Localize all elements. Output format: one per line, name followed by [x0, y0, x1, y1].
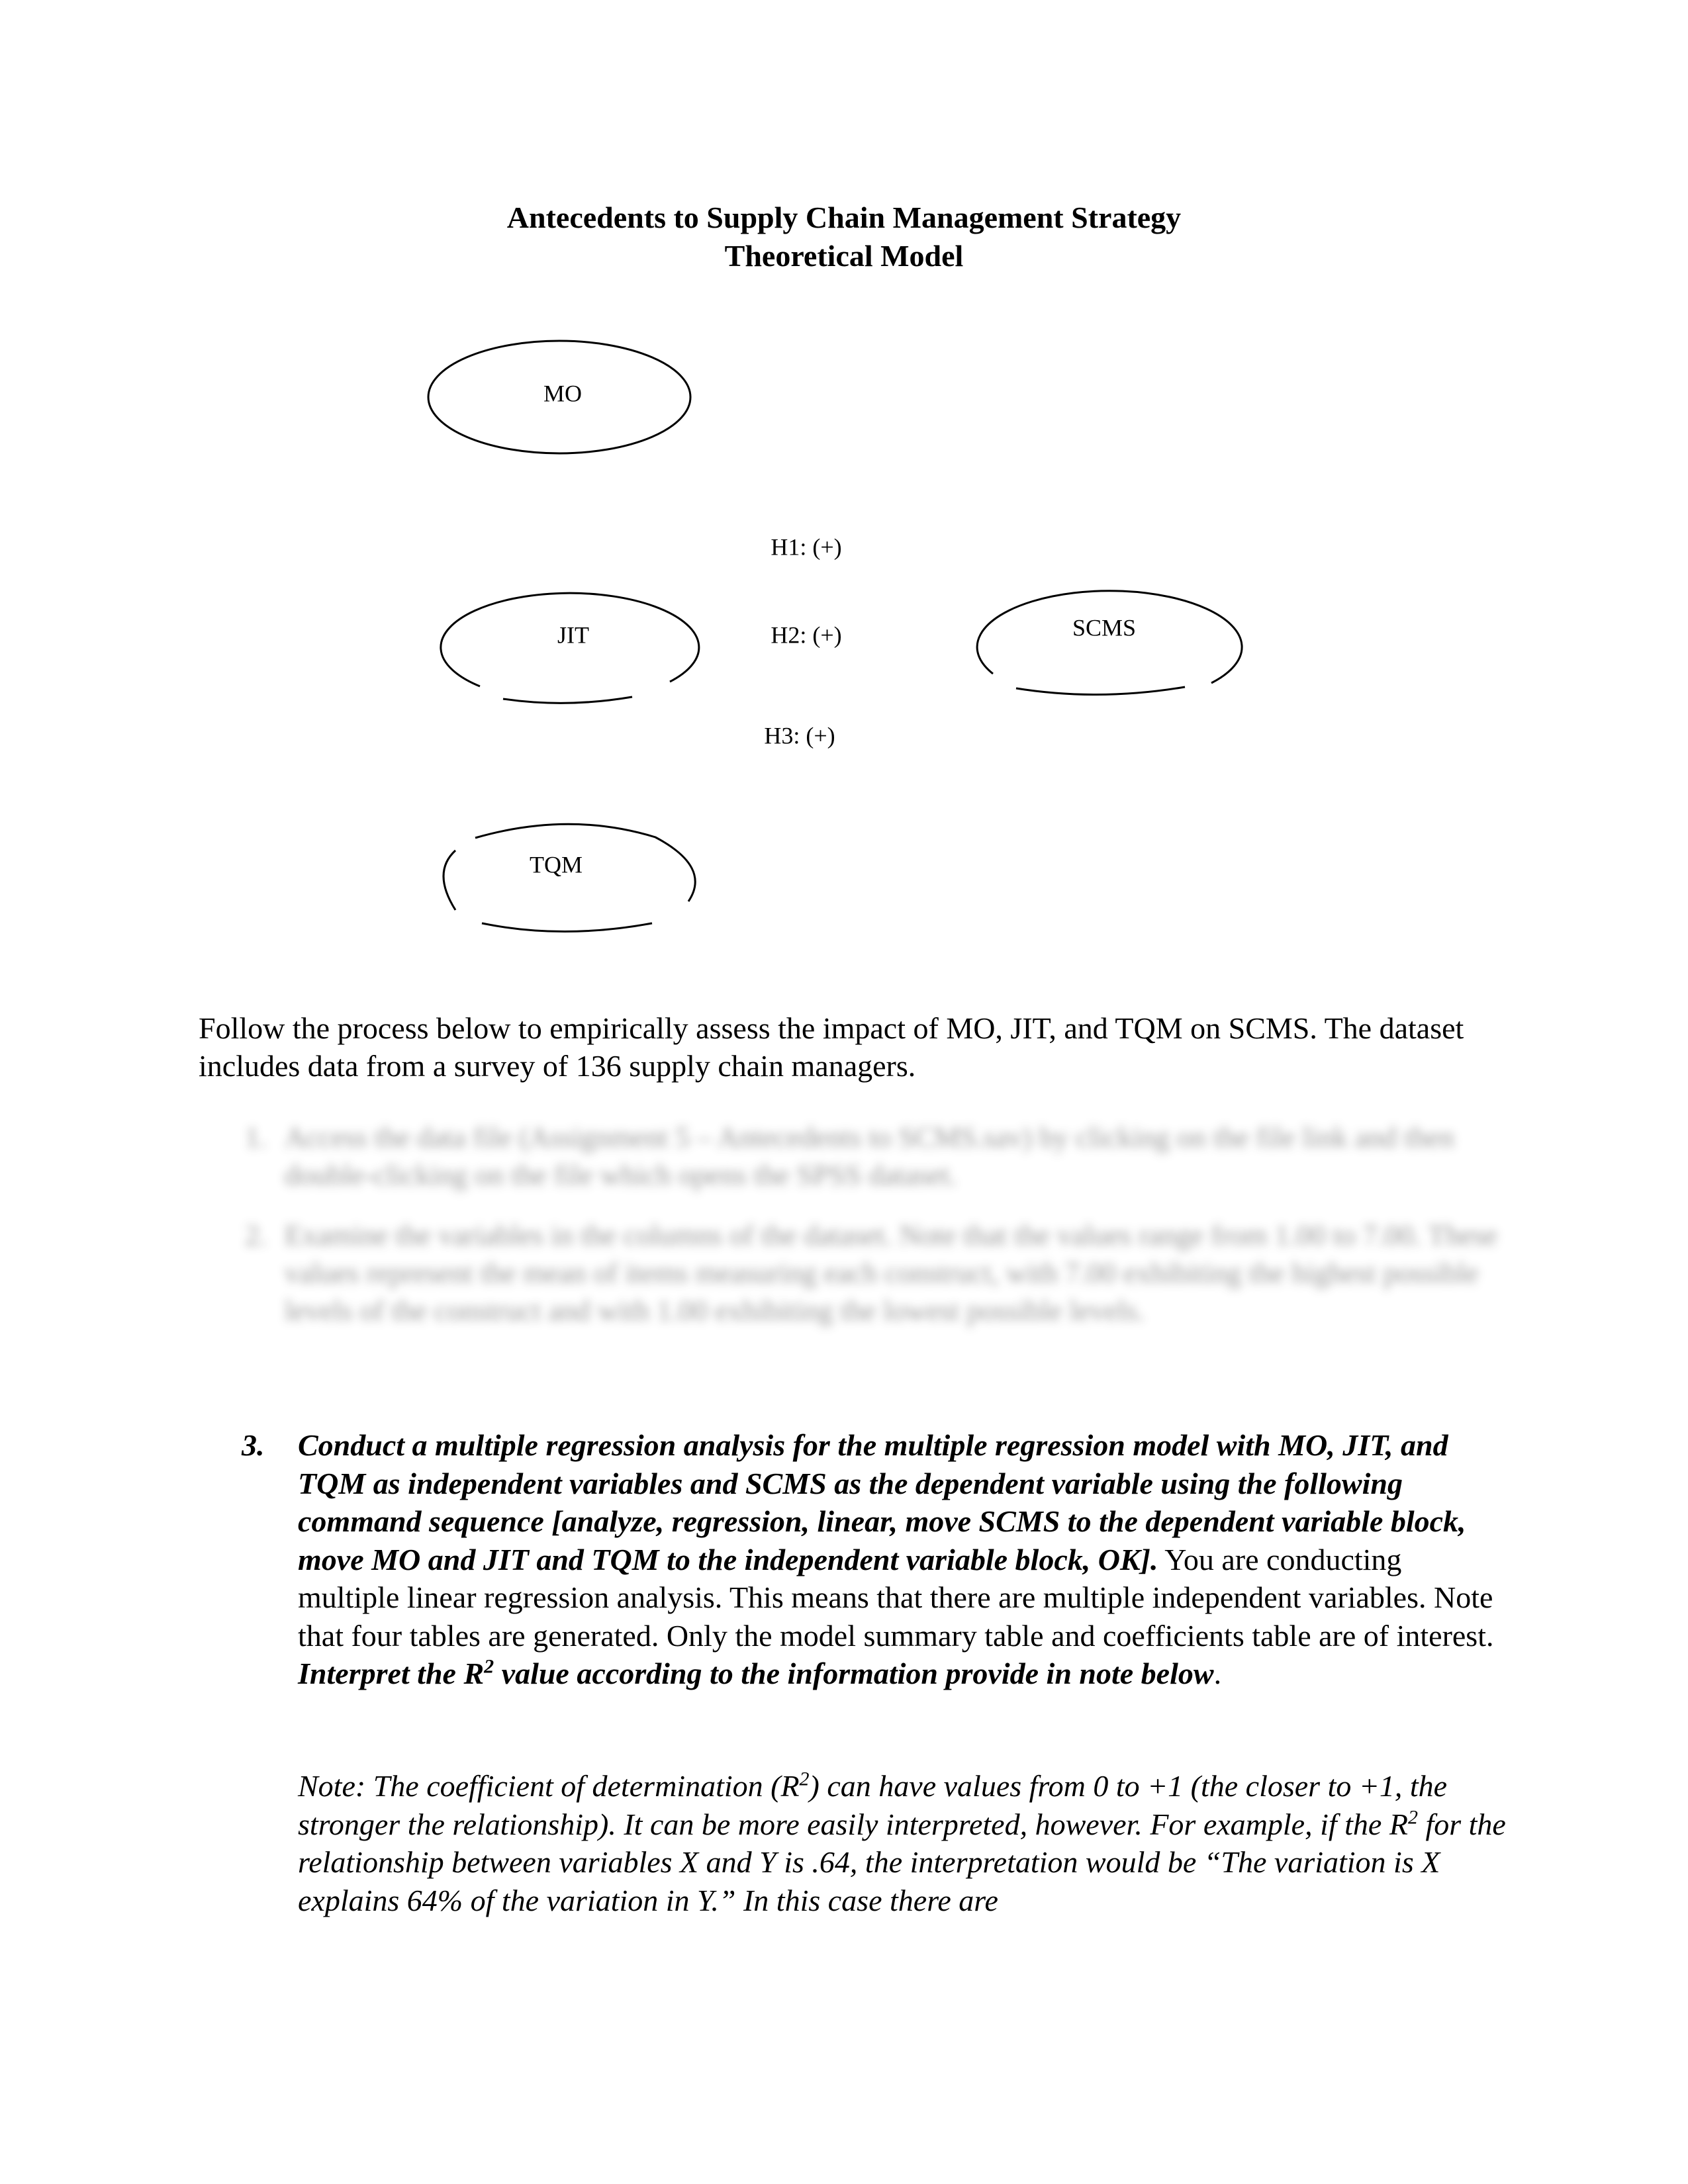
step-3-interpret-sup: 2 [484, 1655, 494, 1678]
step-3-interpret-post: value according to the information provide in note below [494, 1657, 1214, 1690]
step-3-body [298, 1426, 1509, 1693]
node-jit-ellipse-bottom [503, 697, 632, 703]
title-line-1: Antecedents to Supply Chain Management Strategy [506, 201, 1182, 234]
note-sup-1: 2 [799, 1768, 810, 1790]
step-3 [242, 1426, 1509, 1693]
node-tqm-ellipse-bottom [482, 923, 652, 932]
obscured-step-1 [185, 1118, 1509, 1194]
node-scms-label: SCMS [1072, 614, 1137, 641]
hypothesis-h3-label: H3: (+) [764, 722, 835, 749]
node-jit-label: JIT [557, 621, 589, 649]
intro-paragraph: Follow the process below to empirically assess the impact of MO, JIT, and TQM on SCMS. The dataset includes data from a survey of 136 supply chain managers. [199, 1011, 1464, 1083]
step-3-interpret-pre: Interpret the R [298, 1657, 485, 1690]
node-tqm-label: TQM [530, 851, 583, 878]
node-mo-label: MO [543, 380, 583, 407]
node-tqm-ellipse-top [475, 824, 695, 901]
step-3-end-punct: . [1213, 1657, 1222, 1690]
note-part-1: Note: The coefficient of determination (R [298, 1769, 800, 1803]
note-part-3: for the relationship between variables X and Y is .64, the interpretation would be “The variation is X explains 64% of the variation in Y.” In this case there are [298, 1807, 1506, 1917]
hypothesis-h2-label: H2: (+) [771, 621, 842, 649]
step-3-explanation: You are conducting multiple linear regression analysis. This means that there are multiple independent variables. Note that four tables are generated. Only the model summary table and coefficients table are of interest. [298, 1542, 1494, 1653]
note-part-2: ) can have values from 0 to +1 (the closer to +1, the stronger the relationship). It can be more easily interpreted, however. For example, if the R [298, 1769, 1448, 1841]
hypothesis-h1-label: H1: (+) [771, 533, 842, 561]
obscured-step-1-number: 1. [245, 1121, 267, 1154]
obscured-step-2-number: 2. [245, 1219, 267, 1251]
step-3-number: 3. [242, 1428, 265, 1462]
obscured-step-1-text: Access the data file (Assignment 5 – Antecedents to SCMS.sav) by clicking on the file link and then double-clicking on the file which opens the SPSS dataset. [285, 1121, 1454, 1191]
note-sup-2: 2 [1407, 1806, 1418, 1829]
note-paragraph [298, 1767, 1509, 1919]
node-tqm-ellipse [444, 850, 455, 910]
node-scms-ellipse-bottom [1016, 687, 1185, 695]
obscured-steps [185, 1118, 1509, 1396]
title-line-2: Theoretical Model [724, 239, 964, 273]
obscured-step-2-text: Examine the variables in the columns of the dataset. Note that the values range from 1.00 to 7.00. These values represent the mean of items measuring each construct, with 7.00 exhibiting the highest possible levels of the construct and with 1.00 exhibiting the lowest possible levels. [285, 1219, 1497, 1327]
obscured-step-2 [185, 1216, 1509, 1330]
theoretical-model-diagram [0, 0, 1688, 960]
step-3-instruction: Conduct a multiple regression analysis for the multiple regression model with MO, JIT, and TQM as independent variables and SCMS as the dependent variable using the following command sequence [analyze, regression, linear, move SCMS to the dependent variable block, move MO and JIT and TQM to the independent variable block, OK]. [298, 1428, 1466, 1576]
